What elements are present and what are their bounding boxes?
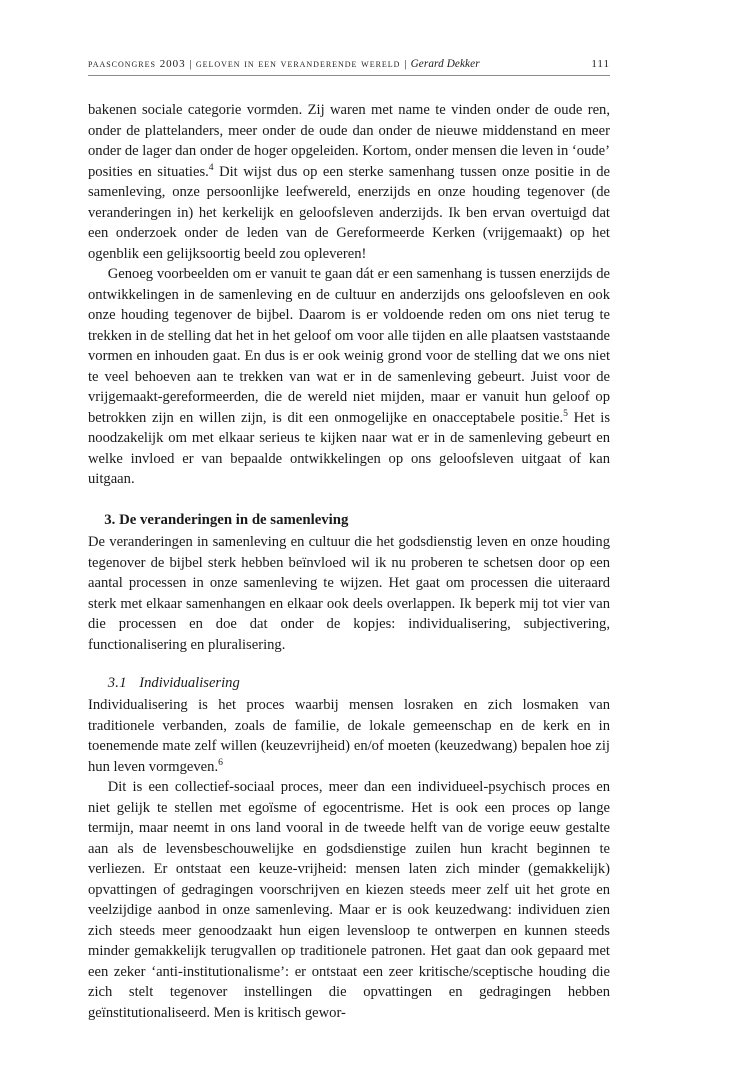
paragraph-1-part-b: Dit wijst dus op een sterke samenhang tussen onze positie in de samenleving, onze persoonlijke leefwereld, enerzijds en onze houding tegenover (de veranderingen in) het kerkelijk en geloofsleven anderzijds. Ik ben ervan overtuigd dat een onderzoek onder de leden van de Gereformeerde Kerken (vrijgemaakt) op het ogenblik een gelijksoortig beeld zou opleveren! — [88, 163, 610, 262]
paragraph-4-part-a: Individualisering is het proces waarbij mensen losraken en zich losmaken van traditionele verbanden, zoals de familie, de lokale gemeenschap en de kerk en in toenemende mate zelf willen (keuzevrijheid) en/of moeten (keuzedwang) bepalen hoe zij hun leven vormgeven. — [88, 697, 610, 775]
running-head-title: geloven in een veranderende wereld — [195, 58, 401, 70]
body-text — [88, 100, 610, 1023]
section-heading-3: 3. De veranderingen in de samenleving — [104, 511, 349, 528]
paragraph-1 — [88, 100, 610, 264]
running-head — [88, 58, 610, 76]
footnote-ref-5: 5 — [563, 407, 568, 419]
footnote-ref-6: 6 — [218, 756, 223, 768]
paragraph-4 — [88, 695, 610, 777]
subsection-title: Individualisering — [139, 675, 240, 692]
page-number: 111 — [591, 58, 610, 70]
paragraph-2-part-b: Het is noodzakelijk om met elkaar serieus te kijken naar wat er in de samenleving gebeurt en welke invloed er van bepaalde ontwikkelingen op ons geloofsleven uitgaat of kan uitgaan. — [88, 409, 610, 487]
paragraph-2-part-a: Genoeg voorbeelden om er vanuit te gaan dát er een samenhang is tussen enerzijds de ontwikkelingen in de samenleving en de cultuur en anderzijds ons geloofsleven en ook onze houding tegenover de bijbel. Daarom is er voldoende reden om ons niet terug te trekken in de stelling dat het in het geloof om voor alle tijden en alle plaatsen vaststaande vormen en inhouden gaat. En dus is er ook weinig grond voor de stelling dat we ons niet te veel behoeven aan te trekken van wat er in de samenleving gebeurt. Juist voor de vrijgemaakt-gereformeerden, die de wereld niet mijden, maar er vanuit hun geloof op betrokken zijn en willen zijn, is dit een onmogelijke en onacceptabele positie. — [88, 266, 610, 426]
running-head-separator-2: | — [404, 58, 407, 70]
paragraph-5: Dit is een collectief-sociaal proces, meer dan een individueel-psychisch proces en niet gelijk te stellen met egoïsme of egocentrisme. Het is ook een proces op lange termijn, maar neemt in ons land vooral in de tweede helft van de vorige eeuw gestalte aan als de levensbeschouwelijke en godsdienstige zuilen hun kracht beginnen te verliezen. Er ontstaat een keuze-vrijheid: mensen laten zich minder (gemakkelijk) opvattingen of gedragingen voorschrijven en kiezen steeds meer zelf uit het grote en veelzijdige aanbod in onze samenleving. Maar er is ook keuzedwang: individuen zien zich steeds meer genoodzaakt hun eigen levensloop te ontwerpen en kunnen steeds minder gemakkelijk terugvallen op traditionele patronen. Het gaat dan ook gepaard met een zeker ‘anti-institutionalisme’: er ontstaat een zeer kritische/sceptische houding die zich stelt tegenover instellingen die opvattingen en gedragingen hebben geïnstitutionaliseerd. Men is kritisch gewor- — [88, 779, 610, 1021]
page-content — [88, 58, 610, 1023]
subsection-number: 3.1 — [107, 675, 127, 692]
running-head-author: Gerard Dekker — [410, 58, 480, 70]
paragraph-2 — [88, 264, 610, 490]
paragraph-1-part-a: bakenen sociale categorie vormden. Zij waren met name te vinden onder de oude ren, onder de plattelanders, meer onder de oude dan onder de nieuwe middenstand en meer onder de lager dan onder de hoger opgeleiden. Kortom, onder mensen die leven in ‘oude’ posities en situaties. — [88, 102, 610, 180]
paragraph-3: De veranderingen in samenleving en cultuur die het godsdienstig leven en onze houding tegenover de bijbel sterk hebben beïnvloed wil ik nu proberen te schetsen door op een aantal processen in onze samenleving te wijzen. Het gaat om processen die uiteraard sterk met elkaar samenhangen en elkaar ook deels overlappen. Ik beperk mij tot vier van die processen en doe dat onder de kopjes: individualisering, subjectivering, functionalisering en pluralisering. — [88, 534, 610, 653]
running-head-left — [88, 58, 480, 70]
footnote-ref-4: 4 — [208, 161, 214, 173]
running-head-conference: paascongres 2003 — [88, 58, 186, 70]
running-head-separator-1: | — [189, 58, 193, 70]
subsection-heading-3-1 — [88, 674, 610, 694]
